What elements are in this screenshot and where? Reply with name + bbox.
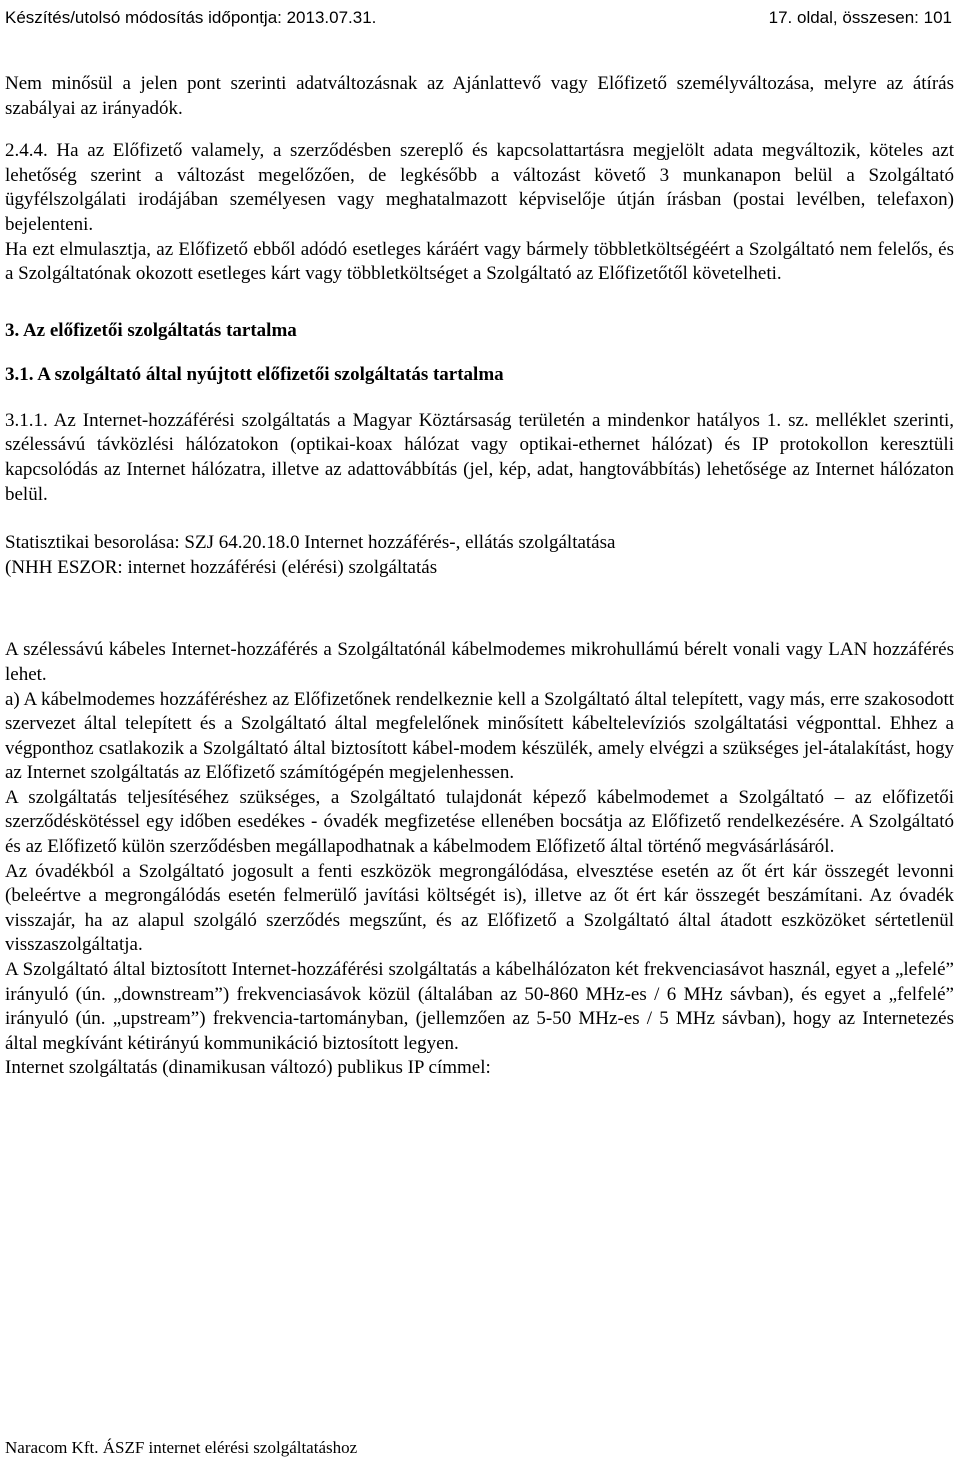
paragraph-modem-deposit: A szolgáltatás teljesítéséhez szükséges, a Szolgáltató tulajdonát képező kábelmodemet a Szolgáltató – az előfizetői szerződéskötéssel egy időben esedékes - óvadék megfizetése ellenében bocsátja az Előfizető rendelkezésére. A Szolgáltató és az Előfizető külön szerződésben megállapodhatnak a kábelmodem Előfizető által történő megvásárlásáról. <box>5 786 954 858</box>
paragraph-nhh-eszor: (NHH ESZOR: internet hozzáférési (elérési) szolgáltatás <box>5 556 438 578</box>
paragraph-statistical-classification: Statisztikai besorolása: SZJ 64.20.18.0 Internet hozzáférés-, ellátás szolgáltatása <box>5 532 616 554</box>
paragraph-2-4-4: 2.4.4. Ha az Előfizető valamely, a szerződésben szereplő és kapcsolattartásra megjelölt adata megváltozik, köteles azt lehetőség szerint a változást megelőzően, de legkésőbb a változást követő 3 munkanapon belül a Szolgáltató ügyfélszolgálati irodájában személyesen vagy meghatalmazott képviselője útján írásban (postai levélben, telefaxon) bejelenteni. <box>5 140 954 235</box>
paragraph-3-1-1: 3.1.1. Az Internet-hozzáférési szolgáltatás a Magyar Köztársaság területén a mindenkor hatályos 1. sz. melléklet szerinti, szélessávú távközlési hálózatokon (optikai-koax hálózat vagy optikai-ethernet hálózat) és IP protokollon keresztüli kapcsolódás az Internet hálózatra, illetve az adattovábbítás (jel, kép, adat, hangtovábbítás) lehetősége az Internet hálózaton belül. <box>5 409 954 505</box>
paragraph-broadband-access: A szélessávú kábeles Internet-hozzáférés a Szolgáltatónál kábelmodemes mikrohullámú bérelt vonali vagy LAN hozzáférés lehet. <box>5 639 954 685</box>
page-footer: Naracom Kft. ÁSZF internet elérési szolgáltatáshoz <box>5 1438 358 1457</box>
header-date: Készítés/utolsó módosítás időpontja: 2013.07.31. <box>5 8 377 27</box>
paragraph-public-ip: Internet szolgáltatás (dinamikusan változó) publikus IP címmel: <box>5 1057 491 1079</box>
paragraph-frequency-bands: A Szolgáltató által biztosított Internet-hozzáférési szolgáltatás a kábelhálózaton két frekvenciasávot használ, egyet a „lefelé” irányuló (ún. „downstream”) frekvenciasávok közül (általában az 50-860 MHz-es / 6 MHz sávban), és egyet a „felfelé” irányuló (ún. „upstream”) frekvencia-tartományban, (jellemzően az 5-50 MHz-es / 5 MHz sávban), hogy az Internetezés által megkívánt kétirányú kommunikáció biztosított legyen. <box>5 959 954 1054</box>
section-heading-3-1: 3.1. A szolgáltató által nyújtott előfizetői szolgáltatás tartalma <box>5 363 504 385</box>
section-heading-3: 3. Az előfizetői szolgáltatás tartalma <box>5 319 297 341</box>
paragraph-cable-modem-a: a) A kábelmodemes hozzáféréshez az Előfizetőnek rendelkeznie kell a Szolgáltató által telepített, vagy más, erre szakosodott szervezet által telepített és a Szolgáltató által megfelelőnek minősített kábeltelevíziós szolgáltatási végponttal. Ehhez a végponthoz csatlakozik a Szolgáltató által biztosított kábel-modem készülék, amely elvégzi a szükséges jel-átalakítást, hogy az Internet szolgáltatás az Előfizető számítógépén megjelenhessen. <box>5 688 954 784</box>
paragraph-liability: Ha ezt elmulasztja, az Előfizető ebből adódó esetleges káráért vagy bármely többletköltségéért a Szolgáltató nem felelős, és a Szolgáltatónak okozott esetleges kárt vagy többletköltséget a Szolgáltató az Előfizetőtől követelheti. <box>5 238 954 285</box>
document-body <box>5 72 954 1081</box>
paragraph-deposit-terms: Az óvadékból a Szolgáltató jogosult a fenti eszközök megrongálódása, elvesztése esetén az őt ért kár összegét levonni (beleértve a megrongálódás esetén felmerülő javítási költségét is), illetve az őt ért kár összegét beszámítani. Az óvadék visszajár, ha az alapul szolgáló szerződés megszűnt, és az Előfizető a Szolgáltató által átadott eszközöket sértetlenül visszaszolgáltatja. <box>5 860 954 956</box>
paragraph-person-change: Nem minősül a jelen pont szerinti adatváltozásnak az Ajánlattevő vagy Előfizető személyváltozása, melyre az átírás szabályai az irányadók. <box>5 73 954 119</box>
header-page-number: 17. oldal, összesen: 101 <box>768 8 952 27</box>
